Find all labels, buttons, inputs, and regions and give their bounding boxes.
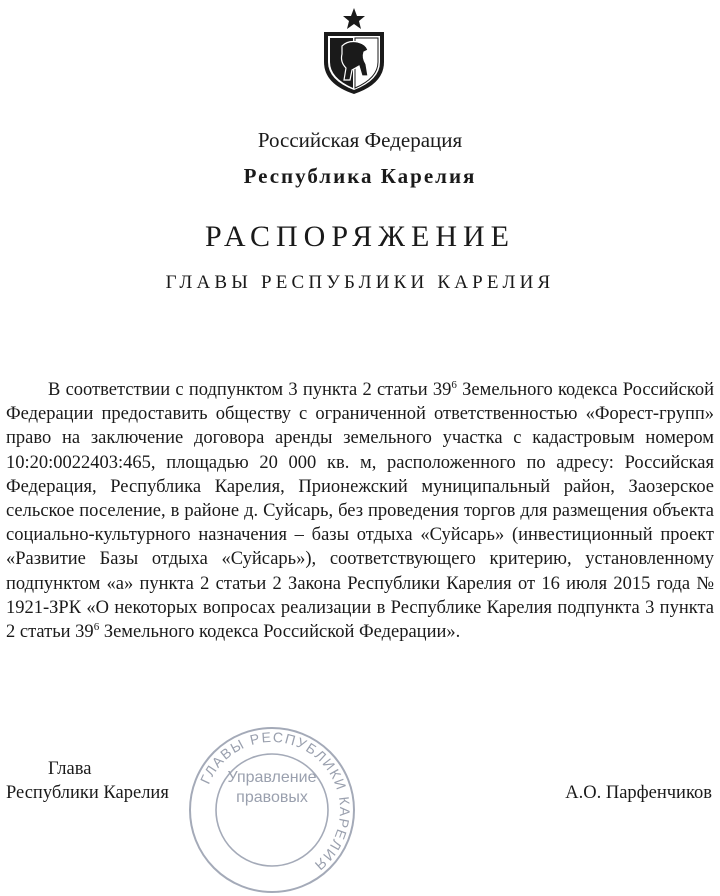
document-type: РАСПОРЯЖЕНИЕ bbox=[204, 220, 516, 253]
signatory-title-line-2: Республики Карелия bbox=[6, 783, 169, 803]
coat-of-arms-icon bbox=[318, 6, 390, 96]
order-paragraph bbox=[6, 378, 714, 644]
order-text bbox=[6, 378, 714, 644]
issuer-title: ГЛАВЫ РЕСПУБЛИКИ КАРЕЛИЯ bbox=[165, 272, 555, 293]
stamp-center-line-1: Управление bbox=[227, 769, 317, 786]
republic-name: Республика Карелия bbox=[243, 164, 477, 188]
text-part: Земельного кодекса Российской Федерации предоставить обществу с ограниченной ответственностью «Форест-групп» право на заключение договора аренды земельного участка с кадастровым номером 10:20:0022403:465, площадью 20 000 кв. м, расположенного по адресу: Российская Федерация, Республика Карелия, Прионежский муниципальный район, Заозерское сельское поселение, в районе д. Суйсарь, без проведения торгов для размещения объекта социально-культурного назначения – базы отдыха «Суйсарь» (инвестиционный проект «Развитие Базы отдыха «Суйсарь»), соответствующего критерию, установленному подпунктом «а» пункта 2 статьи 2 Закона Республики Карелия от 16 июля 2015 года № 1921-ЗРК «О некоторых вопросах реализации в Республике Карелия подпункта 3 пункта 2 статьи 39 bbox=[6, 380, 714, 643]
official-stamp bbox=[186, 724, 358, 896]
signatory-title-line-1: Глава bbox=[48, 759, 92, 779]
superscript: 6 bbox=[93, 621, 100, 634]
stamp-ring-text: ГЛАВЫ РЕСПУБЛИКИ КАРЕЛИЯ bbox=[196, 728, 354, 875]
country-name: Российская Федерация bbox=[257, 128, 463, 152]
text-part: В соответствии с подпунктом 3 пункта 2 статьи 39 bbox=[48, 380, 452, 400]
stamp-center-line-2: правовых bbox=[236, 789, 308, 806]
text-part: Земельного кодекса Российской Федерации». bbox=[99, 622, 461, 643]
signatory-name: А.О. Парфенчиков bbox=[565, 783, 712, 803]
superscript: 6 bbox=[451, 379, 457, 391]
